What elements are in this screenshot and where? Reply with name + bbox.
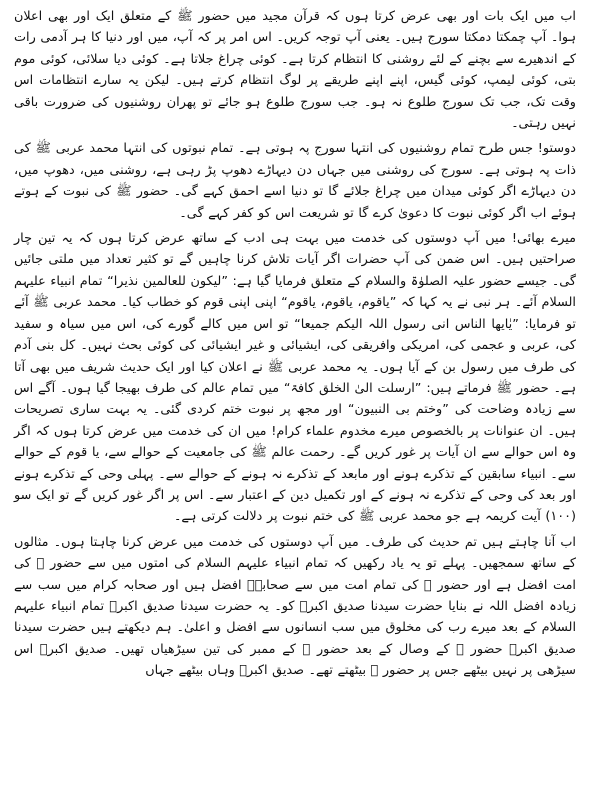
paragraph-sun-announcement: اب میں ایک بات اور بھی عرض کرتا ہوں کہ قرآن مجید میں حضور ﷺ کے متعلق ایک اور بھی اعلان ہوا۔ آپ چمکتا دمکتا سورج ہیں۔ یعنی آپ توجہ کریں۔ اس امر پر کہ آپ، میں اور دنیا کا ہر آدمی رات کے اندھیرے سے بچنے کے لئے روشنی کا انتظام کرتا ہے۔ کوئی چراغ جلاتا ہے۔ کوئی دیا سلائی، کوئی موم بتی، کوئی لیمپ، کوئی گیس، اپنے اپنے طریقے پر لوگ انتظام کرتے ہیں۔ لیکن یہ سارے انتظامات اس وقت تک، جب تک سورج طلوع نہ ہو۔ جب سورج طلوع ہو جائے تو پھران روشنیوں کی ضرورت باقی نہیں رہتی۔ [14, 9, 576, 132]
paragraph-end-of-prophethood: دوستو! جس طرح تمام روشنیوں کی انتہا سورج پہ ہوتی ہے۔ تمام نبوتوں کی انتہا محمد عربی ﷺ کی ذات پہ ہوتی ہے۔ سورج کی روشنی میں جہاں دن دیہاڑے دھوپ پڑ رہی ہے، روشنی میں، دھوپ میں، دن دیہاڑے اگر کوئی میدان میں چراغ جلائے گا تو دنیا اسے احمق کہے گی۔ حضور ﷺ کی نبوت کے ہوتے ہوئے اب اگر کوئی نبوت کا دعویٰ کرے گا تو شریعت اس کو کفر کہے گی۔ [14, 141, 576, 221]
paragraph-hadith-examples: اب آنا چاہتے ہیں تم حدیث کی طرف۔ میں آپ دوستوں کی خدمت میں عرض کرنا چاہتا ہوں۔ مثالوں کے ساتھ سمجھیں۔ پہلے تو یہ یاد رکھیں کہ تمام انبیاء علیہم السلام کی امتوں میں سے حضور ﷺ کی امت افضل ہے اور حضور ﷺ کی تمام امت میں سے صحابہؓ افضل ہیں اور صحابہ کرام میں سب سے زیادہ افضل اللہ نے بنایا حضرت سیدنا صدیق اکبرؓ کو۔ یہ حضرت سیدنا صدیق اکبرؓ تمام انبیاء علیہم السلام کے بعد میرے رب کی مخلوق میں سب انسانوں سے افضل و اعلیٰ۔ ہم دیکھتے ہیں حضرت سیدنا صدیق اکبرؓ حضور ﷺ کے وصال کے بعد حضور ﷺ کے ممبر کی تین سیڑھیاں تھیں۔ صدیق اکبرؓ اس سیڑھی پر نہیں بیٹھے جس پر حضور ﷺ بیٹھتے تھے۔ صدیق اکبرؓ وہاں بیٹھے جہاں [14, 534, 576, 679]
paragraph-quranic-references: میرے بھائی! میں آپ دوستوں کی خدمت میں بہت ہی ادب کے ساتھ عرض کرتا ہوں کہ یہ تین چار صراحتیں ہیں۔ اس ضمن کی آپ حضرات اگر آیات تلاش کرنا چاہیں گے تو کثیر تعداد میں ملتی جائیں گی۔ جیسے حضور علیہ الصلوٰۃ والسلام کے متعلق فرمایا گیا ہے: ”لیکون للعالمین نذیرا“ تمام انبیاء علیہم السلام آئے۔ ہر نبی نے یہ کہا کہ ”یاقوم، یاقوم، یاقوم“ اپنی اپنی قوم کو خطاب کیا۔ محمد عربی ﷺ آئے تو فرمایا: ”یٰایھا الناس انی رسول اللہ الیکم جمیعا“ تو اس میں کالے گورے کی، اس میں سیاہ و سفید کی، عربی و عجمی کی، امریکی وافریقی کی، ایشیائی و غیر ایشیائی کی کوئی بحث نہیں۔ کل بنی آدم کی طرف میں رسول بن کے آیا ہوں۔ یہ محمد عربی ﷺ نے اعلان کیا اور ایک حدیث شریف میں بھی آتا ہے۔ حضور ﷺ فرماتے ہیں: ”ارسلت الیٰ الخلق کافۃ“ میں تمام عالم کی طرف بھیجا گیا ہوں۔ آگے اس سے زیادہ وضاحت کی ”وختم بی النبیون“ اور مجھ پر نبوت ختم کردی گئی۔ یہ بہت ساری تصریحات ہیں۔ ان عنوانات پر بالخصوص میرے مخدوم علماء کرام! میں ان کی خدمت میں عرض کرتا ہوں کہ اگر وہ اس حوالے سے ان آیات پر غور کریں گے۔ رحمت عالم ﷺ کی جامعیت کے حوالے سے، یا قوم کے حوالے سے۔ انبیاء سابقین کے تذکرے ہونے اور مابعد کے تذکرے نہ ہونے کے حوالے سے۔ پہلی وحی کے تذکرے ہونے اور بعد کی وحی کے تذکرے نہ ہونے کے اور تکمیل دین کے اعتبار سے۔ اس پر اگر غور کریں گے تو ایک سو (۱۰۰) آیت کریمہ ہے جو محمد عربی ﷺ کی ختم نبوت پر دلالت کرتی ہے۔ [14, 231, 576, 525]
